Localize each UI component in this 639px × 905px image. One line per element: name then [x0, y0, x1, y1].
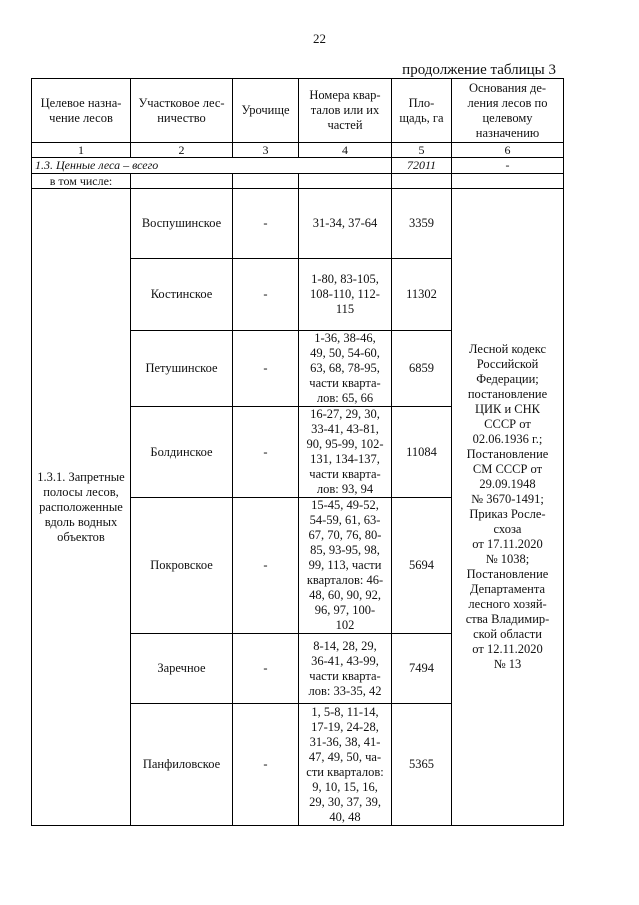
forestry-cell: Воспушинское	[131, 189, 233, 259]
area-cell: 11302	[392, 259, 452, 331]
header-tract: Урочище	[233, 79, 299, 143]
quarters-cell: 16-27, 29, 30, 33-41, 43-81, 90, 95-99, 102- 131, 134-137, части кварта- лов: 93, 94	[299, 407, 392, 498]
tract-cell: -	[233, 704, 299, 826]
header-area: Пло- щадь, га	[392, 79, 452, 143]
column-number-row	[32, 143, 564, 158]
category-cell: 1.3.1. Запретные полосы лесов, расположенные вдоль водных объектов	[32, 189, 131, 826]
tract-cell: -	[233, 259, 299, 331]
including-label: в том числе:	[32, 173, 131, 188]
total-area: 72011	[392, 158, 452, 173]
header-basis: Основания де- ления лесов по целевому назначению	[452, 79, 564, 143]
forestry-cell: Заречное	[131, 634, 233, 704]
tract-cell: -	[233, 331, 299, 407]
total-basis: -	[452, 158, 564, 173]
quarters-cell: 1-80, 83-105, 108-110, 112- 115	[299, 259, 392, 331]
area-cell: 7494	[392, 634, 452, 704]
quarters-cell: 8-14, 28, 29, 36-41, 43-99, части кварта- лов: 33-35, 42	[299, 634, 392, 704]
forestry-cell: Петушинское	[131, 331, 233, 407]
tract-cell: -	[233, 407, 299, 498]
column-number: 4	[299, 143, 392, 158]
column-number: 2	[131, 143, 233, 158]
tract-cell: -	[233, 189, 299, 259]
quarters-cell: 15-45, 49-52, 54-59, 61, 63- 67, 70, 76, 80- 85, 93-95, 98, 99, 113, части кварталов: 46- 48, 60, 90, 92, 96, 97, 100- 102	[299, 498, 392, 634]
forestry-cell: Панфиловское	[131, 704, 233, 826]
forestry-cell: Покровское	[131, 498, 233, 634]
area-cell: 5365	[392, 704, 452, 826]
column-number: 5	[392, 143, 452, 158]
column-number: 1	[32, 143, 131, 158]
forestry-cell: Болдинское	[131, 407, 233, 498]
total-label: 1.3. Ценные леса – всего	[32, 158, 392, 173]
area-cell: 5694	[392, 498, 452, 634]
tract-cell: -	[233, 498, 299, 634]
quarters-cell: 1, 5-8, 11-14, 17-19, 24-28, 31-36, 38, 41- 47, 49, 50, ча- сти кварталов: 9, 10, 15, 16, 29, 30, 37, 39, 40, 48	[299, 704, 392, 826]
quarters-cell: 31-34, 37-64	[299, 189, 392, 259]
basis-cell: Лесной кодекс Российской Федерации; постановление ЦИК и СНК СССР от 02.06.1936 г.; Постановление СМ СССР от 29.09.1948 № 3670-1491; Приказ Росле- схоза от 17.11.2020 № 1038; Постановление Департамента лесного хозяй- ства Владимир- ской области от 12.11.2020 № 13	[452, 189, 564, 826]
forest-allocation-table	[31, 78, 564, 826]
header-row	[32, 79, 564, 143]
page-number: 22	[313, 31, 326, 46]
column-number: 6	[452, 143, 564, 158]
total-row	[32, 158, 564, 173]
area-cell: 3359	[392, 189, 452, 259]
header-forestry: Участковое лес- ничество	[131, 79, 233, 143]
header-quarters: Номера квар- талов или их частей	[299, 79, 392, 143]
column-number: 3	[233, 143, 299, 158]
quarters-cell: 1-36, 38-46, 49, 50, 54-60, 63, 68, 78-95, части кварта- лов: 65, 66	[299, 331, 392, 407]
including-row	[32, 173, 564, 188]
tract-cell: -	[233, 634, 299, 704]
area-cell: 6859	[392, 331, 452, 407]
table-continuation-caption: продолжение таблицы 3	[402, 62, 556, 78]
area-cell: 11084	[392, 407, 452, 498]
forestry-cell: Костинское	[131, 259, 233, 331]
table-row	[32, 189, 564, 259]
header-purpose: Целевое назна- чение лесов	[32, 79, 131, 143]
